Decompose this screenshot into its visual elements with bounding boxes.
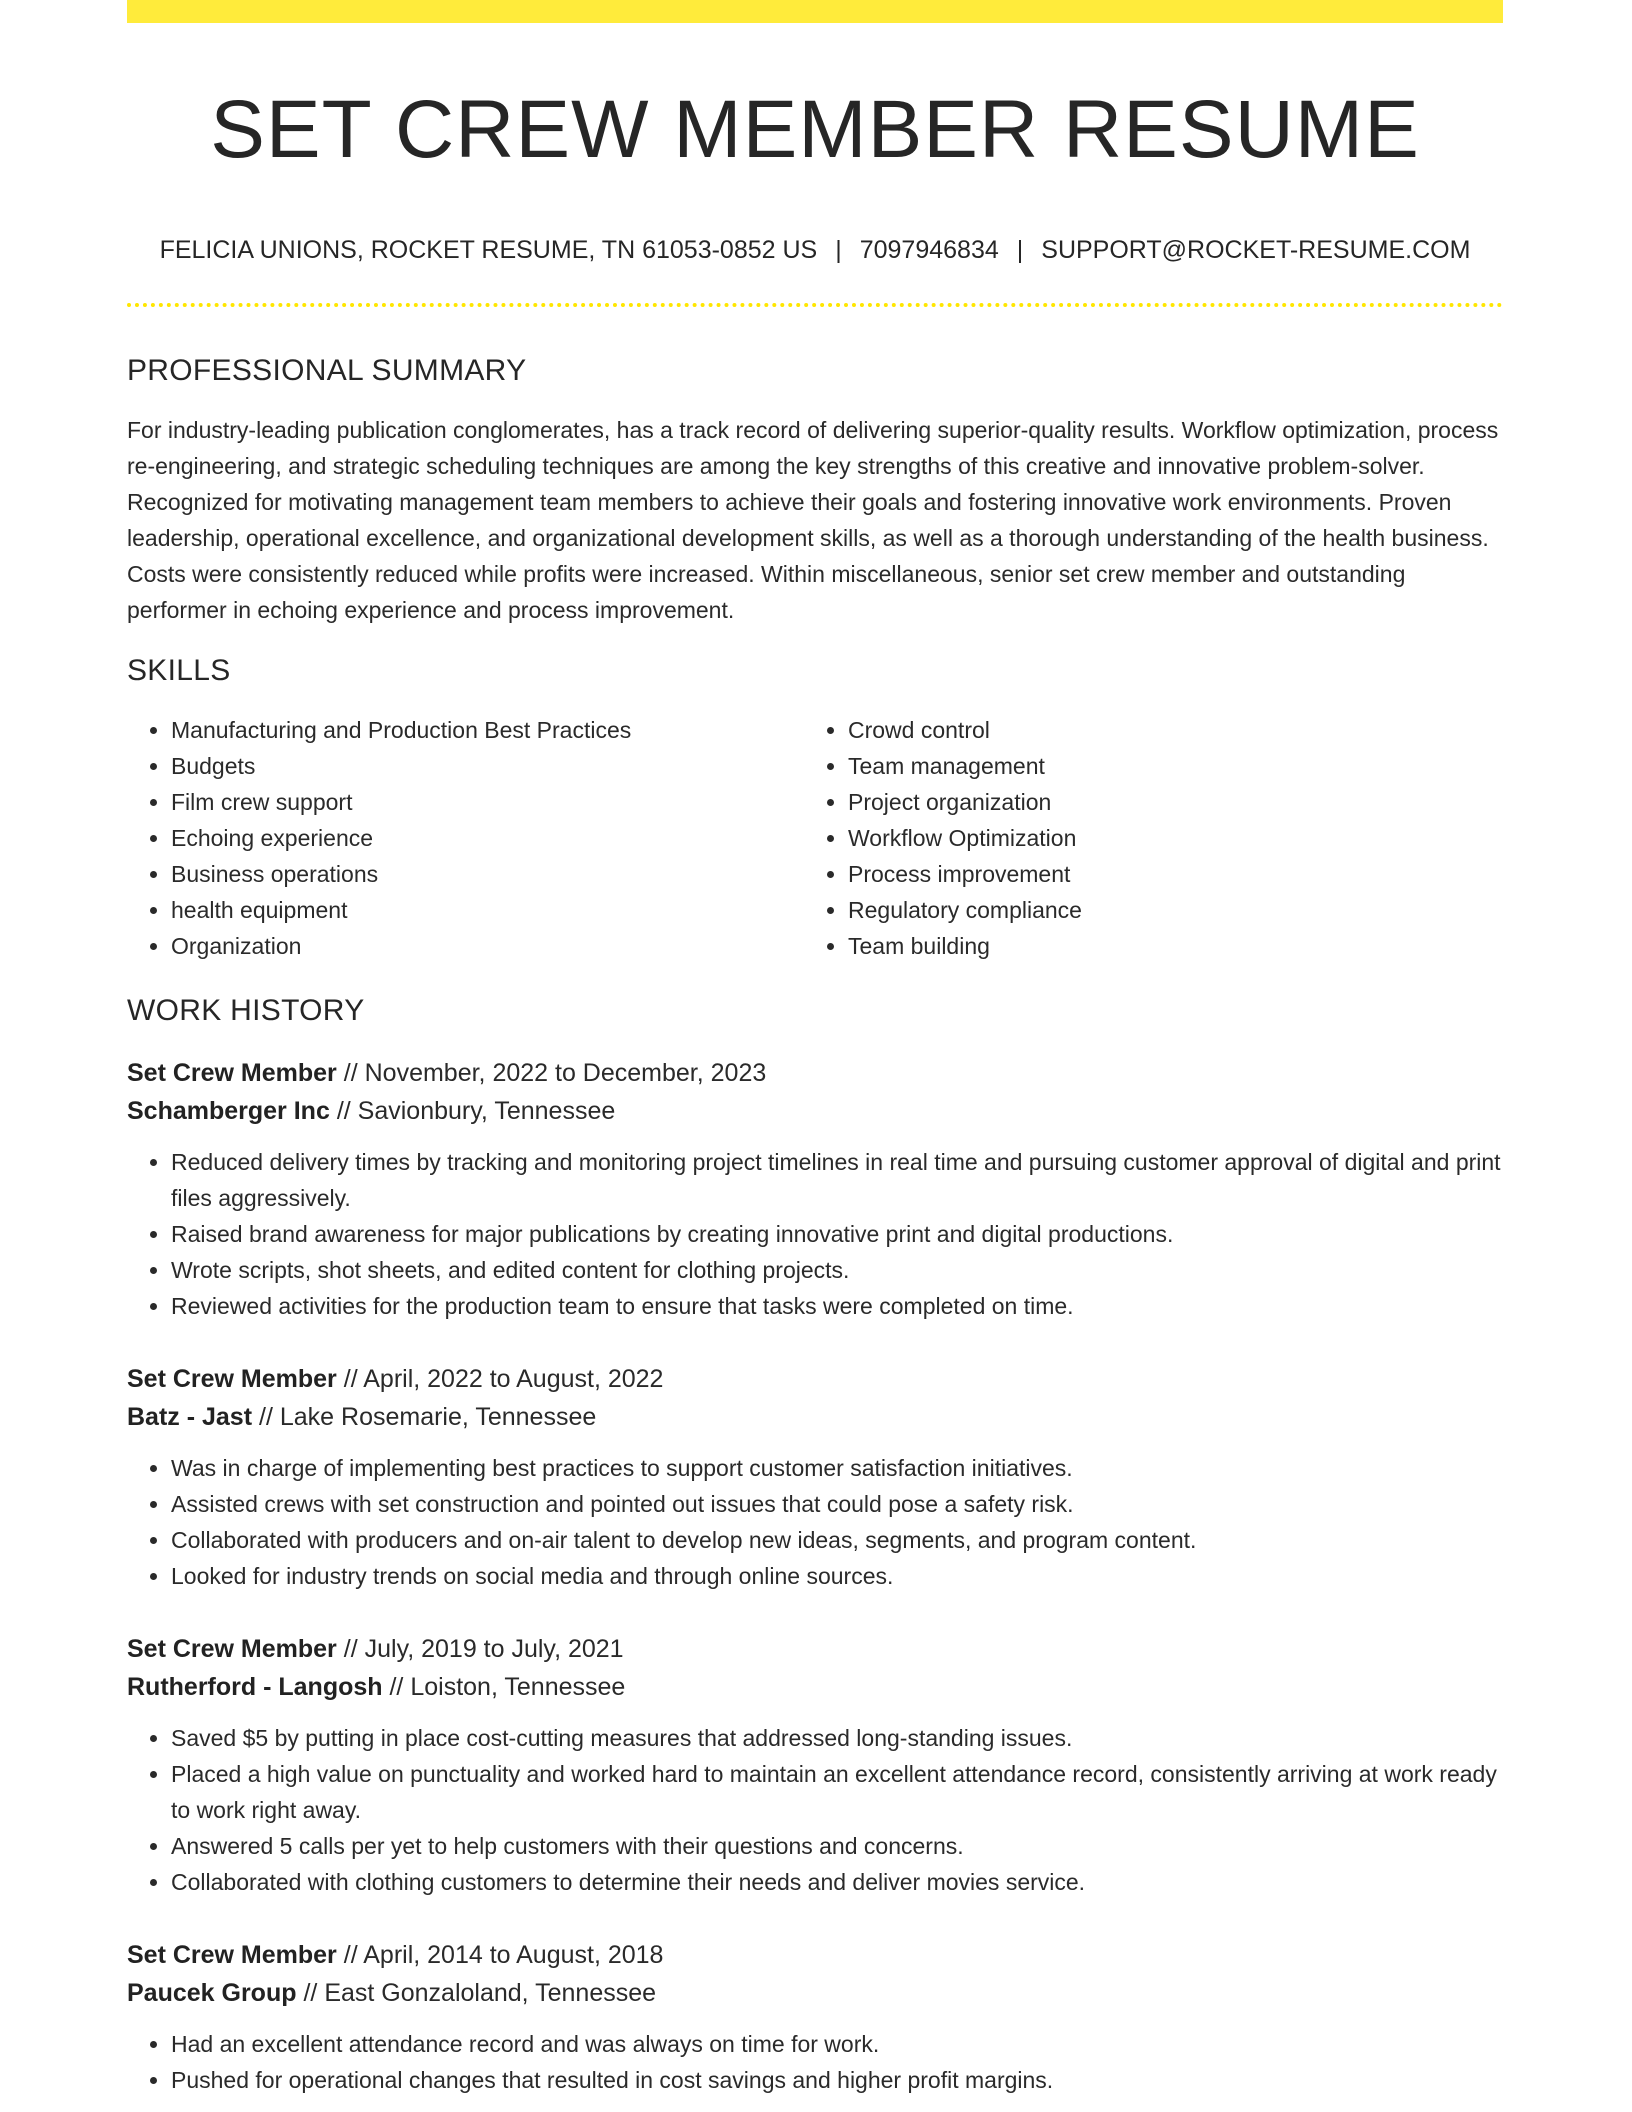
job-bullet: • Wrote scripts, shot sheets, and edited content for clothing projects. [171, 1252, 1503, 1288]
job-entry [127, 1936, 1503, 2098]
skill-item: • Crowd control [848, 712, 1448, 748]
contact-separator: | [835, 236, 842, 265]
accent-bar [127, 0, 1503, 23]
job-title: Set Crew Member [127, 1635, 337, 1664]
skill-item: • Process improvement [848, 856, 1448, 892]
contact-line [127, 235, 1503, 265]
work-history-heading: WORK HISTORY [127, 994, 365, 1028]
job-bullet: • Reviewed activities for the production team to ensure that tasks were completed on time. [171, 1288, 1503, 1324]
skill-item: • Business operations [171, 856, 804, 892]
job-company-line [127, 1668, 1503, 1706]
job-title: Set Crew Member [127, 1365, 337, 1394]
job-bullet: • Collaborated with producers and on-air talent to develop new ideas, segments, and program content. [171, 1522, 1503, 1558]
contact-separator: | [1016, 236, 1024, 265]
job-bullet: • Placed a high value on punctuality and worked hard to maintain an excellent attendance record, consistently arriving at work ready to work right away. [171, 1756, 1503, 1828]
resume-title: SET CREW MEMBER RESUME [210, 84, 1420, 175]
job-company-line [127, 1398, 1503, 1436]
skill-item: • Echoing experience [171, 820, 804, 856]
skills-column-left [127, 712, 804, 964]
delimiter: // [259, 1403, 273, 1432]
skill-item: • Team management [848, 748, 1448, 784]
contact-email[interactable]: SUPPORT@ROCKET-RESUME.COM [1041, 236, 1471, 265]
job-company: Rutherford - Langosh [127, 1673, 383, 1702]
delimiter: // [343, 1365, 358, 1394]
job-bullet: • Had an excellent attendance record and was always on time for work. [171, 2026, 1503, 2062]
job-bullet: • Pushed for operational changes that resulted in cost savings and higher profit margins. [171, 2062, 1503, 2098]
delimiter: // [303, 1979, 318, 2008]
job-bullet: • Assisted crews with set construction and pointed out issues that could pose a safety risk. [171, 1486, 1503, 1522]
job-dates: April, 2014 to August, 2018 [363, 1941, 664, 1970]
job-location: Lake Rosemarie, Tennessee [279, 1403, 597, 1432]
job-location: East Gonzaloland, Tennessee [324, 1979, 657, 2008]
job-company: Paucek Group [127, 1979, 297, 2008]
dotted-divider [127, 303, 1503, 307]
job-bullets [127, 1720, 1503, 1900]
job-bullet: • Raised brand awareness for major publications by creating innovative print and digital productions. [171, 1216, 1503, 1252]
job-company: Batz - Jast [127, 1403, 253, 1432]
job-bullet: • Reduced delivery times by tracking and monitoring project timelines in real time and pursuing customer approval of digital and print files aggressively. [171, 1144, 1503, 1216]
skills-column-right [804, 712, 1448, 964]
job-title: Set Crew Member [127, 1941, 337, 1970]
job-location: Loiston, Tennessee [410, 1673, 626, 1702]
skill-item: • Budgets [171, 748, 804, 784]
skill-item: • health equipment [171, 892, 804, 928]
skill-item: • Team building [848, 928, 1448, 964]
job-title: Set Crew Member [127, 1059, 337, 1088]
job-bullet: • Saved $5 by putting in place cost-cutting measures that addressed long-standing issues. [171, 1720, 1503, 1756]
job-title-line [127, 1936, 1503, 1974]
job-entry [127, 1360, 1503, 1594]
summary-heading: PROFESSIONAL SUMMARY [127, 354, 527, 388]
job-bullets [127, 1450, 1503, 1594]
delimiter: // [336, 1097, 351, 1126]
job-dates: April, 2022 to August, 2022 [363, 1365, 664, 1394]
contact-phone[interactable]: 7097946834 [859, 236, 999, 265]
skills-heading: SKILLS [127, 654, 231, 688]
job-bullet: • Was in charge of implementing best practices to support customer satisfaction initiatives. [171, 1450, 1503, 1486]
job-bullets [127, 1144, 1503, 1324]
skill-item: • Film crew support [171, 784, 804, 820]
skill-item: • Regulatory compliance [848, 892, 1448, 928]
job-company: Schamberger Inc [127, 1097, 330, 1126]
job-entry [127, 1630, 1503, 1900]
summary-text: For industry-leading publication conglomerates, has a track record of delivering superior-quality results. Workflow optimization, process re-engineering, and strategic scheduling techniques are among the key strengths of this creative and innovative problem-solver. Recognized for motivating management team members to achieve their goals and fostering innovative work environments. Proven leadership, operational excellence, and organizational development skills, as well as a thorough understanding of the health business. Costs were consistently reduced while profits were increased. Within miscellaneous, senior set crew member and outstanding performer in echoing experience and process improvement. [127, 417, 1499, 624]
delimiter: // [343, 1059, 358, 1088]
job-bullets [127, 2026, 1503, 2098]
job-entry [127, 1054, 1503, 1324]
skills-list [127, 712, 1503, 964]
resume-page [127, 0, 1503, 2098]
job-bullet: • Answered 5 calls per yet to help customers with their questions and concerns. [171, 1828, 1503, 1864]
delimiter: // [343, 1635, 358, 1664]
delimiter: // [389, 1673, 404, 1702]
job-dates: November, 2022 to December, 2023 [364, 1059, 767, 1088]
job-company-line [127, 1974, 1503, 2012]
job-title-line [127, 1360, 1503, 1398]
job-dates: July, 2019 to July, 2021 [364, 1635, 624, 1664]
job-title-line [127, 1630, 1503, 1668]
skill-item: • Workflow Optimization [848, 820, 1448, 856]
job-title-line [127, 1054, 1503, 1092]
delimiter: // [343, 1941, 358, 1970]
skill-item: • Organization [171, 928, 804, 964]
job-bullet: • Looked for industry trends on social media and through online sources. [171, 1558, 1503, 1594]
job-company-line [127, 1092, 1503, 1130]
job-bullet: • Collaborated with clothing customers to determine their needs and deliver movies service. [171, 1864, 1503, 1900]
job-location: Savionbury, Tennessee [357, 1097, 616, 1126]
skill-item: • Project organization [848, 784, 1448, 820]
contact-address: FELICIA UNIONS, ROCKET RESUME, TN 61053-0852 US [159, 236, 818, 265]
skill-item: • Manufacturing and Production Best Practices [171, 712, 804, 748]
